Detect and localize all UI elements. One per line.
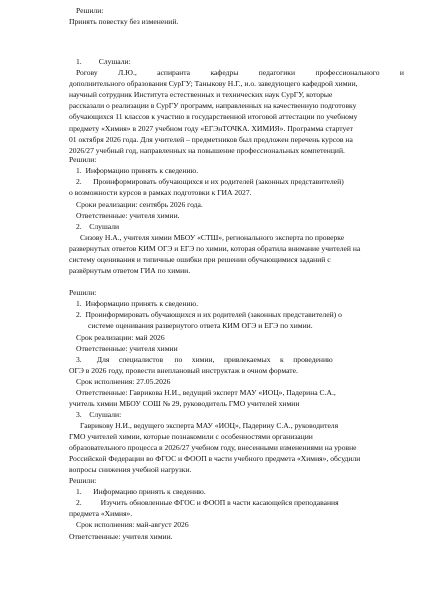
section-heading: 2. Слушали: [76, 222, 120, 231]
doc-line: Принять повестку без изменений.: [69, 17, 179, 26]
doc-line: научный сотрудник Института естественных и технических наук СурГУ, которые: [69, 90, 333, 99]
doc-line: Гаврикову Н.И., ведущего эксперта МАУ «ИОЦ», Падерину С.А., руководителя: [80, 421, 339, 430]
doc-line: 2. Изучить обновленные ФГОС и ФООП в части касающейся преподавания: [76, 498, 339, 507]
doc-line: развернутых ответов КИМ ОГЭ и ЕГЭ по химии, которая обратила внимание учителей на: [69, 244, 361, 253]
doc-line: 2026/27 учебный год, направленных на повышение профессиональных компетенций.: [69, 146, 345, 155]
doc-line: систему оценивания и типичные ошибки при решении обучающимися заданий с: [69, 255, 331, 264]
doc-line: ОГЭ в 2026 году, провести внеплановый инструктаж в очном формате.: [69, 366, 298, 375]
doc-line: предмета «Химия».: [69, 509, 133, 518]
doc-line: 2. Проинформировать обучающихся и их родителей (законных представителей) о: [76, 310, 342, 319]
decision-heading: Решили:: [69, 288, 97, 297]
doc-line: Срок исполнения: 27.05.2026: [76, 377, 171, 386]
doc-line: 1. Информацию принять к сведению.: [76, 487, 206, 496]
doc-line: о возможности курсов в рамках подготовки к ГИА 2027.: [69, 188, 252, 197]
decision-heading: Решили:: [69, 476, 97, 485]
doc-line: Рогову Л.Ю., аспиранта кафедры педагогики профессионального и: [76, 68, 404, 77]
doc-line: обучающихся 11 классов к участию в государственной итоговой аттестации по учебному: [69, 112, 358, 121]
doc-line: Срок исполнения: май-август 2026: [76, 520, 189, 529]
doc-line: образовательного процесса в 2026/27 учебном году, внесенными изменениями на уровне: [69, 443, 357, 452]
doc-line: Ответственные: учителя химии.: [76, 211, 180, 220]
doc-line: 1. Информацию принять к сведению.: [76, 299, 199, 308]
doc-line: учитель химии МБОУ СОШ № 29, руководитель ГМО учителей химии: [69, 399, 300, 408]
doc-line: Сроки реализации: сентябрь 2026 года.: [76, 200, 203, 209]
decision-heading: Решили:: [69, 155, 97, 164]
doc-line: Российской Федерации во ФГОС и ФООП в части учебного предмета «Химия», обсудили: [69, 454, 361, 463]
doc-line: Ответственные: учителя химии: [76, 344, 178, 353]
section-heading: 1. Слушали:: [76, 57, 131, 66]
doc-line: 2. Проинформировать обучающихся и их родителей (законных представителей): [76, 177, 344, 186]
doc-line: Ответственные: учителя химии.: [69, 532, 173, 541]
decision-heading: Решили:: [76, 6, 104, 15]
doc-line: рассказали о реализации в СурГУ программ, направленных на качественную подготовку: [69, 101, 357, 110]
doc-line: 3. Для специалистов по химии, привлекаемых к проведению: [76, 355, 333, 364]
doc-line: предмету «Химия» в 2027 учебном году «ЕГЭнТОЧКА. ХИМИЯ». Программа стартует: [69, 124, 353, 133]
doc-line: Сизову Н.А., учителя химии МБОУ «СТШ», регионального эксперта по проверке: [80, 233, 345, 242]
doc-line: развёрнутым ответом ГИА по химии.: [69, 266, 191, 275]
doc-line: вопросы снижения учебной нагрузки.: [69, 465, 192, 474]
doc-line: Срок реализации: май 2026: [76, 333, 165, 342]
section-heading: 3. Слушали:: [76, 410, 122, 419]
doc-line: ГМО учителей химии, которые познакомили с особенностями организации: [69, 432, 313, 441]
doc-line: системе оценивания развернутого ответа КИМ ОГЭ и ЕГЭ по химии.: [88, 321, 313, 330]
doc-line: дополнительного образования СурГУ; Таныкову Н.Г., и.о. заведующего кафедрой химии,: [69, 79, 358, 88]
doc-line: Ответственные: Гаврикова Н.И., ведущий эксперт МАУ «ИОЦ», Падерина С.А.,: [76, 388, 336, 397]
doc-line: 01 октября 2026 года. Для учителей – предметников был предложен перечень курсов на: [69, 135, 353, 144]
doc-line: 1. Информацию принять к сведению.: [76, 166, 199, 175]
